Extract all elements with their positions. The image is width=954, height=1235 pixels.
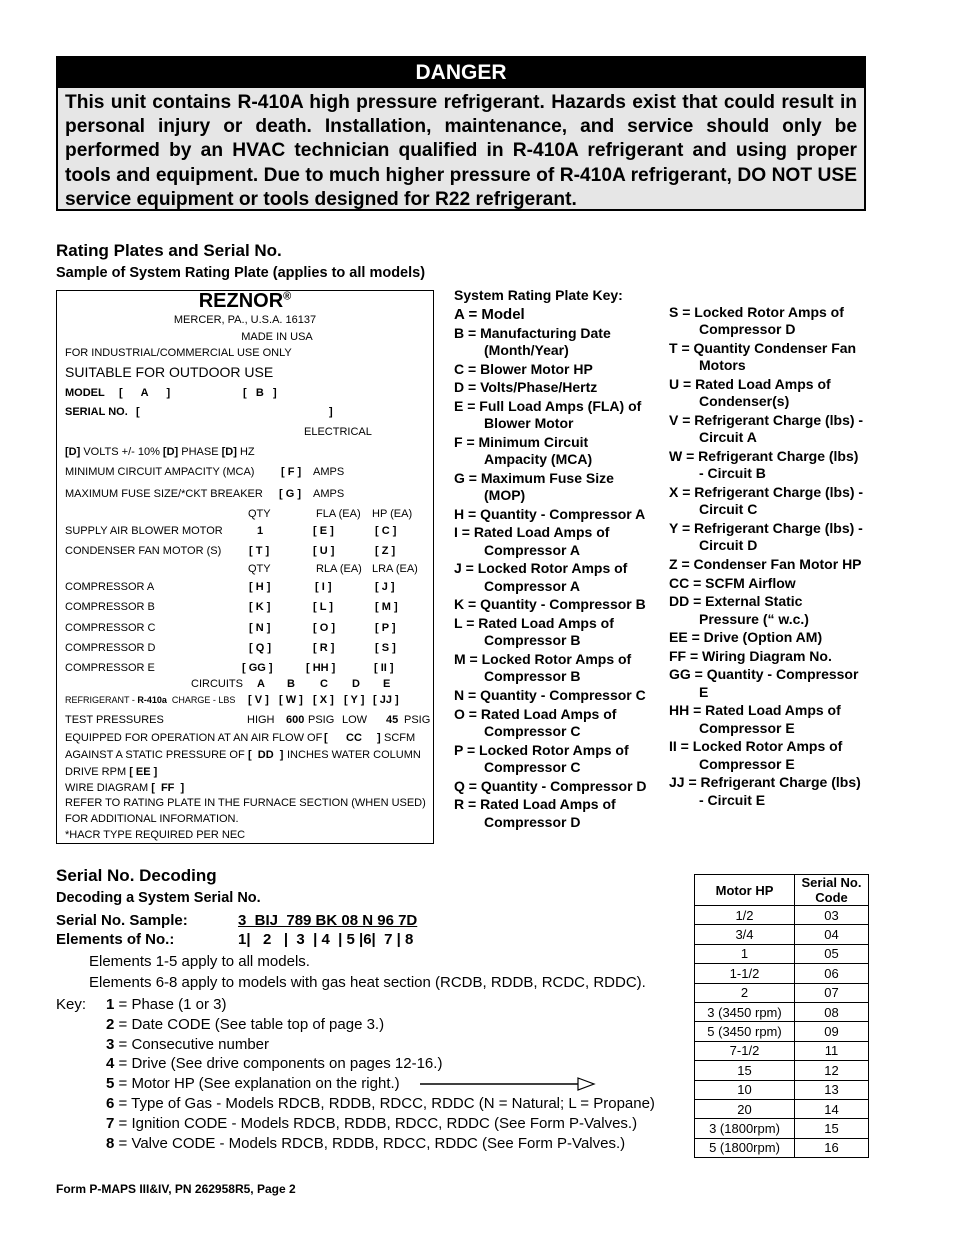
comp-e-rla: [ HH ] xyxy=(306,662,336,674)
comp-d-lra: [ S ] xyxy=(375,642,396,654)
mca-label: MINIMUM CIRCUIT AMPACITY (MCA) xyxy=(65,466,255,478)
blower-fla: [ E ] xyxy=(313,525,334,537)
rating-subheading: Sample of System Rating Plate (applies to all models) xyxy=(56,265,426,281)
motor-hp-cell: 20 xyxy=(695,1099,795,1118)
motor-hp-cell: 5 (1800rpm) xyxy=(695,1138,795,1157)
key-item xyxy=(669,412,879,447)
plate-outdoor: SUITABLE FOR OUTDOOR USE xyxy=(65,364,274,380)
comp-d-qty: [ Q ] xyxy=(249,642,271,654)
col-qty: QTY xyxy=(248,508,271,520)
comp-b-rla: [ L ] xyxy=(313,601,333,613)
equip-close: ] xyxy=(377,732,381,744)
comp-c-label: COMPRESSOR C xyxy=(65,622,156,634)
comp-c-rla: [ O ] xyxy=(313,622,335,634)
danger-text: This unit contains R-410A high pressure refrigerant. Hazards exist that could result in personal injury or death. Installation, maintenance, and service should only be performed by an HVAC technician qualified in R-410A refrigerant and using proper tools and equipment. Due to much higher pressure of R-410A refrigerant, DO NOT USE service equipment or tools designed for R22 refrigerant. xyxy=(65,92,857,210)
comp-a-rla: [ I ] xyxy=(315,581,332,593)
key-item xyxy=(669,340,879,375)
key-item-line: P = Locked Rotor Amps of xyxy=(454,741,629,758)
rating-plate xyxy=(56,290,434,844)
serial-code-cell: 11 xyxy=(795,1041,869,1060)
mca-unit: AMPS xyxy=(313,466,345,478)
serial-code-cell: 05 xyxy=(795,944,869,963)
table-row xyxy=(695,1002,869,1021)
cond-fla: [ U ] xyxy=(313,545,335,557)
key-item xyxy=(669,738,879,773)
brand-logo: REZNOR xyxy=(198,290,284,312)
low-value: 45 xyxy=(386,714,399,726)
serial-code-cell: 04 xyxy=(795,925,869,944)
key-item-line: A = Model xyxy=(454,306,525,323)
key-item-line: HH = Rated Load Amps of xyxy=(669,702,841,719)
rating-heading: Rating Plates and Serial No. xyxy=(56,241,282,260)
blower-qty: 1 xyxy=(257,525,264,537)
key-item-line: B = Manufacturing Date xyxy=(454,324,611,341)
table-row xyxy=(695,1041,869,1060)
key-item xyxy=(669,702,879,737)
key-item-line: Y = Refrigerant Charge (lbs) - xyxy=(669,520,863,536)
serial-key-number: 8 xyxy=(106,1135,115,1152)
charge-x: [ X ] xyxy=(313,694,334,706)
key-item-line: CC = SCFM Airflow xyxy=(669,574,796,591)
serial-key-item xyxy=(106,1135,625,1152)
key-item-line: U = Rated Load Amps of xyxy=(669,376,831,392)
key-item xyxy=(669,774,879,809)
motor-hp-cell: 15 xyxy=(695,1061,795,1080)
cond-label: CONDENSER FAN MOTOR (S) xyxy=(65,545,222,557)
comp-e-qty: [ GG ] xyxy=(242,662,273,674)
motor-hp-cell: 3 (3450 rpm) xyxy=(695,1002,795,1021)
key-item-continuation: (Month/Year) xyxy=(484,342,569,358)
serial-key-item xyxy=(106,1055,442,1072)
mca-value: [ F ] xyxy=(281,466,302,478)
test-label: TEST PRESSURES xyxy=(65,714,164,726)
key-item-line: V = Refrigerant Charge (lbs) - xyxy=(669,412,864,428)
serial-key-item xyxy=(106,1115,637,1132)
elements-value: 1| 2 | 3 | 4 | 5 |6| 7 | 8 xyxy=(238,931,414,948)
key-item xyxy=(454,706,664,741)
registered-mark: ® xyxy=(283,290,292,303)
key-item-continuation: Compressor C xyxy=(484,722,581,739)
key-item-continuation: Compressor C xyxy=(484,758,581,775)
key-item-line: Q = Quantity - Compressor D xyxy=(454,777,647,794)
key-item-continuation: Compressor D xyxy=(484,813,581,830)
circuit-d: D xyxy=(352,678,360,690)
serial-code-cell: 14 xyxy=(795,1099,869,1118)
key-item xyxy=(454,651,664,686)
static-value: [ DD ] xyxy=(248,749,284,761)
key-item xyxy=(454,742,664,777)
key-item xyxy=(454,796,664,831)
comp-c-qty: [ N ] xyxy=(249,622,271,634)
motor-hp-table xyxy=(694,874,869,1158)
elements-label: Elements of No.: xyxy=(56,931,175,948)
serial-code-cell: 13 xyxy=(795,1080,869,1099)
danger-box xyxy=(56,56,866,211)
comp-a-lra: [ J ] xyxy=(375,581,395,593)
comp-a-qty: [ H ] xyxy=(249,581,271,593)
header-motor-hp: Motor HP xyxy=(695,875,795,906)
key-item-continuation: Compressor B xyxy=(484,632,581,649)
key-item xyxy=(669,575,879,592)
serial-key-number: 1 xyxy=(106,996,115,1013)
key-item-continuation: Pressure (“ w.c.) xyxy=(699,610,809,627)
circuits-label: CIRCUITS xyxy=(191,678,243,690)
key-item-continuation: Compressor B xyxy=(484,668,581,685)
comp-d-rla: [ R ] xyxy=(313,642,335,654)
key-item-continuation: (MOP) xyxy=(484,487,526,504)
charge-label: CHARGE - LBS xyxy=(171,695,236,705)
rpm-value: [ EE ] xyxy=(129,766,158,778)
key-item-continuation: Compressor D xyxy=(699,321,796,338)
key-heading: System Rating Plate Key: xyxy=(454,287,623,303)
model-a: [ A ] xyxy=(119,387,171,399)
table-row xyxy=(695,906,869,925)
key-item-continuation: Compressor E xyxy=(699,755,795,772)
key-item-line: II = Locked Rotor Amps of xyxy=(669,738,843,755)
serial-code-cell: 06 xyxy=(795,964,869,983)
serial-code-cell: 16 xyxy=(795,1138,869,1157)
key-item-line: D = Volts/Phase/Hertz xyxy=(454,379,598,396)
serial-key-text: = Valve CODE - Models RDCB, RDDB, RDCC, RDDC (See Form P-Valves.) xyxy=(114,1135,626,1152)
key-item xyxy=(669,666,879,701)
table-header-row xyxy=(695,875,869,906)
key-item-continuation: Motors xyxy=(699,357,746,374)
hacr-note: *HACR TYPE REQUIRED PER NEC xyxy=(65,829,246,841)
blower-hp: [ C ] xyxy=(375,525,397,537)
table-row xyxy=(695,983,869,1002)
key-item-continuation: E xyxy=(699,683,709,700)
serial-key-item xyxy=(106,1016,384,1033)
equip-text: EQUIPPED FOR OPERATION AT AN AIR FLOW OF xyxy=(65,732,323,744)
key-item-line: K = Quantity - Compressor B xyxy=(454,596,646,613)
serial-key-number: 5 xyxy=(106,1075,115,1092)
key-item xyxy=(669,376,879,411)
key-item xyxy=(454,506,664,523)
key-item xyxy=(669,520,879,555)
key-item-continuation: Circuit A xyxy=(699,429,757,446)
motor-hp-cell: 3/4 xyxy=(695,925,795,944)
key-item xyxy=(669,556,879,573)
serial-open: [ xyxy=(136,406,140,418)
comp-e-lra: [ II ] xyxy=(374,662,394,674)
key-item-line: O = Rated Load Amps of xyxy=(454,705,617,722)
key-item xyxy=(669,304,879,339)
key-item-line: J = Locked Rotor Amps of xyxy=(454,560,628,577)
high-label: HIGH xyxy=(247,714,275,726)
col-lra: LRA (EA) xyxy=(372,563,418,575)
key-item-line: N = Quantity - Compressor C xyxy=(454,686,646,703)
key-item-line: M = Locked Rotor Amps of xyxy=(454,650,632,667)
motor-hp-cell: 3 (1800rpm) xyxy=(695,1119,795,1138)
serial-label: SERIAL NO. xyxy=(65,406,128,418)
motor-hp-cell: 2 xyxy=(695,983,795,1002)
rpm-line xyxy=(65,766,157,778)
serial-key-item xyxy=(106,1095,655,1112)
key-item-line: R = Rated Load Amps of xyxy=(454,796,616,813)
key-label: Key: xyxy=(56,996,87,1013)
key-item xyxy=(454,434,664,469)
plate-industrial: FOR INDUSTRIAL/COMMERCIAL USE ONLY xyxy=(65,347,292,359)
footer: Form P-MAPS III&IV, PN 262958R5, Page 2 xyxy=(56,1182,296,1196)
wire-label: WIRE DIAGRAM xyxy=(65,782,149,794)
serial-key-text: = Consecutive number xyxy=(114,1036,270,1053)
table-row xyxy=(695,1138,869,1157)
key-column-1 xyxy=(454,306,664,832)
serial-key-text: = Motor HP (See explanation on the right.) xyxy=(114,1075,400,1092)
key-item-continuation: Compressor A xyxy=(484,541,580,558)
key-item xyxy=(454,361,664,378)
table-row xyxy=(695,1061,869,1080)
key-item xyxy=(454,524,664,559)
key-item-line: L = Rated Load Amps of xyxy=(454,614,614,631)
elements-note-2: Elements 6-8 apply to models with gas heat section (RCDB, RDDB, RCDC, RDDC). xyxy=(89,974,646,991)
comp-e-label: COMPRESSOR E xyxy=(65,662,155,674)
motor-hp-cell: 1/2 xyxy=(695,906,795,925)
serial-code-cell: 15 xyxy=(795,1119,869,1138)
motor-hp-cell: 10 xyxy=(695,1080,795,1099)
key-item xyxy=(454,306,664,323)
header-serial-code: Serial No. Code xyxy=(795,875,869,906)
comp-b-lra: [ M ] xyxy=(375,601,398,613)
col-fla: FLA (EA) xyxy=(316,508,361,520)
key-item xyxy=(454,398,664,433)
serial-key-number: 6 xyxy=(106,1095,115,1112)
cond-hp: [ Z ] xyxy=(375,545,396,557)
equip-open: [ xyxy=(324,732,328,744)
key-item-line: EE = Drive (Option AM) xyxy=(669,629,823,646)
wire-value: [ FF ] xyxy=(151,782,185,794)
elements-note-1: Elements 1-5 apply to all models. xyxy=(89,953,310,970)
cond-qty: [ T ] xyxy=(249,545,270,557)
key-item-continuation: Ampacity (MCA) xyxy=(484,451,593,468)
key-item-line: T = Quantity Condenser Fan xyxy=(669,340,857,356)
key-item-line: C = Blower Motor HP xyxy=(454,360,593,377)
refer-line-1: REFER TO RATING PLATE IN THE FURNACE SECTION (WHEN USED) xyxy=(65,797,426,809)
key-item-continuation: Compressor E xyxy=(699,719,795,736)
serial-code-cell: 09 xyxy=(795,1022,869,1041)
key-column-2 xyxy=(669,304,879,810)
serial-key-item xyxy=(106,1075,400,1092)
plate-made: MADE IN USA xyxy=(241,331,313,343)
motor-hp-cell: 7-1/2 xyxy=(695,1041,795,1060)
fuse-unit: AMPS xyxy=(313,488,345,500)
key-item-line: Z = Condenser Fan Motor HP xyxy=(669,556,862,572)
key-item-line: E = Full Load Amps (FLA) of xyxy=(454,397,642,414)
key-item xyxy=(454,379,664,396)
serial-key-text: = Date CODE (See table top of page 3.) xyxy=(114,1016,385,1033)
col-hp: HP (EA) xyxy=(372,508,413,520)
key-item-continuation: Compressor A xyxy=(484,577,580,594)
serial-key-number: 4 xyxy=(106,1055,115,1072)
key-item-line: H = Quantity - Compressor A xyxy=(454,505,646,522)
col-qty2: QTY xyxy=(248,563,271,575)
key-item-continuation: - Circuit B xyxy=(699,465,766,482)
charge-jj: [ JJ ] xyxy=(373,694,399,706)
psig-high: PSIG xyxy=(308,714,335,726)
serial-key-number: 3 xyxy=(106,1036,115,1053)
electrical-label: ELECTRICAL xyxy=(304,426,372,438)
key-item xyxy=(454,560,664,595)
serial-code-cell: 08 xyxy=(795,1002,869,1021)
table-row xyxy=(695,964,869,983)
serial-key-text: = Type of Gas - Models RDCB, RDDB, RDCC, RDDC (N = Natural; L = Propane) xyxy=(114,1095,655,1112)
rpm-label: DRIVE RPM xyxy=(65,766,127,778)
serial-key-number: 7 xyxy=(106,1115,115,1132)
serial-key-item xyxy=(106,996,227,1013)
refrigerant-label: REFRIGERANT - xyxy=(65,695,138,705)
key-item xyxy=(669,629,879,646)
comp-a-label: COMPRESSOR A xyxy=(65,581,155,593)
plate-brand xyxy=(57,290,433,313)
table-row xyxy=(695,1119,869,1138)
key-item-line: X = Refrigerant Charge (lbs) - xyxy=(669,484,864,500)
key-item-line: GG = Quantity - Compressor xyxy=(669,666,859,683)
model-b: [ B ] xyxy=(243,387,277,399)
circuit-b: B xyxy=(287,678,295,690)
fuse-value: [ G ] xyxy=(279,488,301,500)
key-item-continuation: Circuit C xyxy=(699,501,758,518)
static-unit: INCHES WATER COLUMN xyxy=(287,749,421,761)
charge-w: [ W ] xyxy=(279,694,303,706)
volts-line: [D] VOLTS +/- 10% [D] PHASE [D] HZ xyxy=(65,446,255,458)
key-item-line: FF = Wiring Diagram No. xyxy=(669,647,832,664)
key-item xyxy=(669,593,879,628)
blower-label: SUPPLY AIR BLOWER MOTOR xyxy=(65,525,223,537)
sample-label: Serial No. Sample: xyxy=(56,912,188,929)
danger-heading: DANGER xyxy=(58,58,864,88)
key-item-continuation: Condenser(s) xyxy=(699,393,790,410)
key-item-line: W = Refrigerant Charge (lbs) xyxy=(669,448,859,464)
refrigerant-line xyxy=(65,695,235,705)
high-value: 600 xyxy=(286,714,305,726)
model-label: MODEL xyxy=(65,387,105,399)
sample-value: 3 BIJ 789 BK 08 N 96 7D xyxy=(238,912,418,929)
key-item-continuation: - Circuit E xyxy=(699,791,766,808)
serial-code-cell: 07 xyxy=(795,983,869,1002)
comp-c-lra: [ P ] xyxy=(375,622,396,634)
motor-hp-cell: 1 xyxy=(695,944,795,963)
key-item xyxy=(669,648,879,665)
key-item-line: S = Locked Rotor Amps of xyxy=(669,304,844,320)
key-item xyxy=(454,687,664,704)
refer-line-2: FOR ADDITIONAL INFORMATION. xyxy=(65,813,239,825)
equip-cc: CC xyxy=(346,732,362,744)
key-item-line: I = Rated Load Amps of xyxy=(454,524,610,541)
serial-key-text: = Phase (1 or 3) xyxy=(114,996,227,1013)
comp-d-label: COMPRESSOR D xyxy=(65,642,156,654)
motor-hp-cell: 1-1/2 xyxy=(695,964,795,983)
key-item-line: F = Minimum Circuit xyxy=(454,433,589,450)
motor-hp-cell: 5 (3450 rpm) xyxy=(695,1022,795,1041)
key-item-line: DD = External Static xyxy=(669,593,803,610)
table-row xyxy=(695,944,869,963)
key-item xyxy=(454,325,664,360)
key-item xyxy=(454,596,664,613)
low-label: LOW xyxy=(342,714,368,726)
serial-close: ] xyxy=(329,406,333,418)
static-text: AGAINST A STATIC PRESSURE OF xyxy=(65,749,245,761)
comp-b-label: COMPRESSOR B xyxy=(65,601,155,613)
comp-b-qty: [ K ] xyxy=(249,601,271,613)
key-item xyxy=(454,470,664,505)
fuse-label: MAXIMUM FUSE SIZE/*CKT BREAKER xyxy=(65,488,263,500)
plate-address: MERCER, PA., U.S.A. 16137 xyxy=(173,314,317,326)
charge-y: [ Y ] xyxy=(344,694,365,706)
serial-subheading: Decoding a System Serial No. xyxy=(56,890,261,906)
arrow-right-icon xyxy=(420,1076,596,1092)
key-item-line: G = Maximum Fuse Size xyxy=(454,469,614,486)
charge-v: [ V ] xyxy=(248,694,269,706)
serial-heading: Serial No. Decoding xyxy=(56,866,217,885)
table-row xyxy=(695,925,869,944)
key-item-continuation: Circuit D xyxy=(699,537,758,554)
key-item xyxy=(669,448,879,483)
refrigerant-type: R-410a xyxy=(137,695,167,705)
serial-key-item xyxy=(106,1036,269,1053)
col-rla: RLA (EA) xyxy=(316,563,362,575)
key-item-continuation: Blower Motor xyxy=(484,415,574,432)
table-row xyxy=(695,1022,869,1041)
key-item-line: JJ = Refrigerant Charge (lbs) xyxy=(669,774,861,791)
circuit-e: E xyxy=(383,678,391,690)
table-row xyxy=(695,1080,869,1099)
serial-code-cell: 03 xyxy=(795,906,869,925)
circuit-a: A xyxy=(257,678,265,690)
serial-key-number: 2 xyxy=(106,1016,115,1033)
circuit-c: C xyxy=(320,678,328,690)
serial-code-cell: 12 xyxy=(795,1061,869,1080)
key-item xyxy=(454,778,664,795)
equip-unit: SCFM xyxy=(384,732,416,744)
psig-low: PSIG xyxy=(404,714,431,726)
key-item xyxy=(454,615,664,650)
table-row xyxy=(695,1099,869,1118)
wire-line xyxy=(65,782,184,794)
key-item xyxy=(669,484,879,519)
serial-key-text: = Drive (See drive components on pages 12-16.) xyxy=(114,1055,443,1072)
serial-key-text: = Ignition CODE - Models RDCB, RDDB, RDCC, RDDC (See Form P-Valves.) xyxy=(114,1115,638,1132)
